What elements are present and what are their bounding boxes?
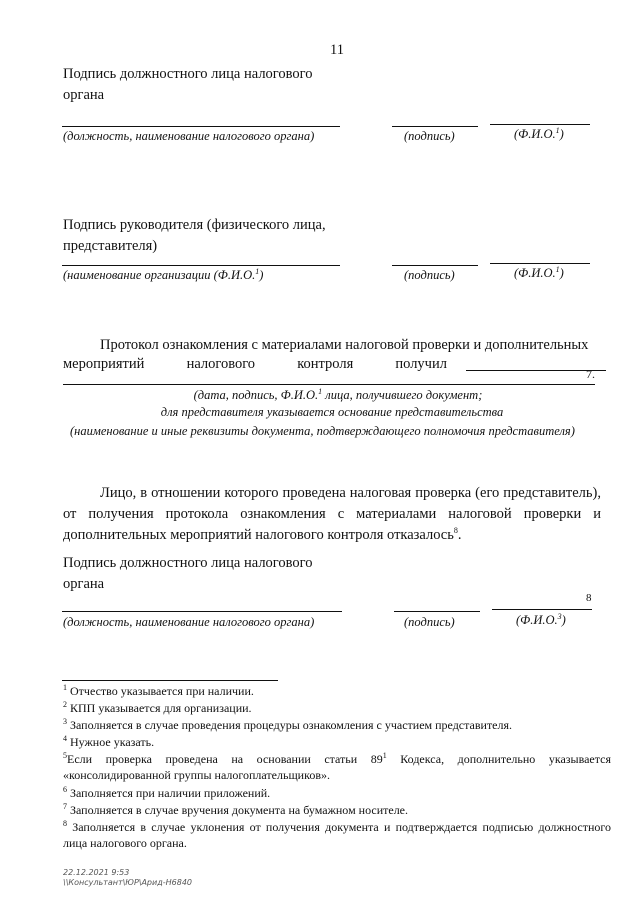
fio-caption-2: (Ф.И.О.$^1$) <box>514 264 564 280</box>
position-caption-3: (должность, наименование налогового органа) <box>63 615 315 629</box>
signature-line-2 <box>392 265 478 266</box>
official-signature-title: Подпись должностного лица налогового органа <box>63 66 313 103</box>
receiver-caption-3: (наименование и иные реквизиты документа, подтверждающего полномочия представителя) <box>70 424 575 438</box>
footnote: $^8$ Заполняется в случае уклонения от получения документа и подтверждается подписью должностного лица налогового органа. <box>63 819 612 850</box>
fio-line-3 <box>492 609 592 610</box>
signature-caption-3: (подпись) <box>404 615 455 629</box>
footnote: $^5$Если проверка проведена на основании статьи $89^1$ Кодекса, дополнительно указывается «консолидированной группы налогоплательщиков». <box>63 751 611 782</box>
signature-line <box>392 126 478 127</box>
signature-caption: (подпись) <box>404 129 455 143</box>
footnote: $^3$ Заполняется в случае проведения процедуры ознакомления с участием представителя. <box>63 717 513 732</box>
fio-line-2 <box>490 263 590 264</box>
protocol-line-2: мероприятий налогового контроля получил <box>63 356 447 372</box>
receiver-line-2 <box>63 384 595 385</box>
position-line <box>62 126 340 127</box>
fio-caption: (Ф.И.О.$^1$) <box>514 125 564 141</box>
signature-line-3 <box>394 611 480 612</box>
fio-caption-3: (Ф.И.О.$^3$) <box>516 611 566 627</box>
protocol-line-1: Протокол ознакомления с материалами налоговой проверки и дополнительных <box>100 337 589 353</box>
official-signature-title-2: Подпись должностного лица налогового органа <box>63 555 313 592</box>
page-number: 11 <box>330 42 344 58</box>
receiver-caption-1: (дата, подпись, Ф.И.О.$^1$ лица, получившего документ; <box>193 386 483 402</box>
receiver-caption-2: для представителя указывается основание представительства <box>160 405 504 419</box>
protocol-end-mark: 7. <box>586 367 595 381</box>
footnote-mark-8: 8 <box>586 592 592 604</box>
refusal-paragraph: Лицо, в отношении которого проведена налоговая проверка (его представитель), от получения протокола ознакомления с материалами налоговой проверки и дополнительных мероприятий налогового контроля отказалось$^8$. <box>63 485 601 543</box>
fio-line <box>490 124 590 125</box>
position-line-3 <box>62 611 342 612</box>
footnotes <box>63 683 611 853</box>
org-caption: (наименование организации (Ф.И.О.$^1$) <box>63 266 264 282</box>
footnote-separator <box>62 680 278 681</box>
footnote: $^1$ Отчество указывается при наличии. <box>63 683 254 698</box>
print-stamp: 22.12.2021 9:53 \\Консультант\ЮР\Арид-Н6840 <box>63 868 193 887</box>
footnote: $^2$ КПП указывается для организации. <box>63 700 252 715</box>
footnote: $^6$ Заполняется при наличии приложений. <box>63 785 271 800</box>
receiver-line-1 <box>466 370 606 371</box>
org-line <box>62 265 340 266</box>
footnote: $^7$ Заполняется в случае вручения документа на бумажном носителе. <box>63 802 409 817</box>
manager-signature-title: Подпись руководителя (физического лица, представителя) <box>63 217 326 254</box>
position-caption: (должность, наименование налогового органа) <box>63 129 315 143</box>
signature-caption-2: (подпись) <box>404 268 455 282</box>
footnote: $^4$ Нужное указать. <box>63 734 155 749</box>
